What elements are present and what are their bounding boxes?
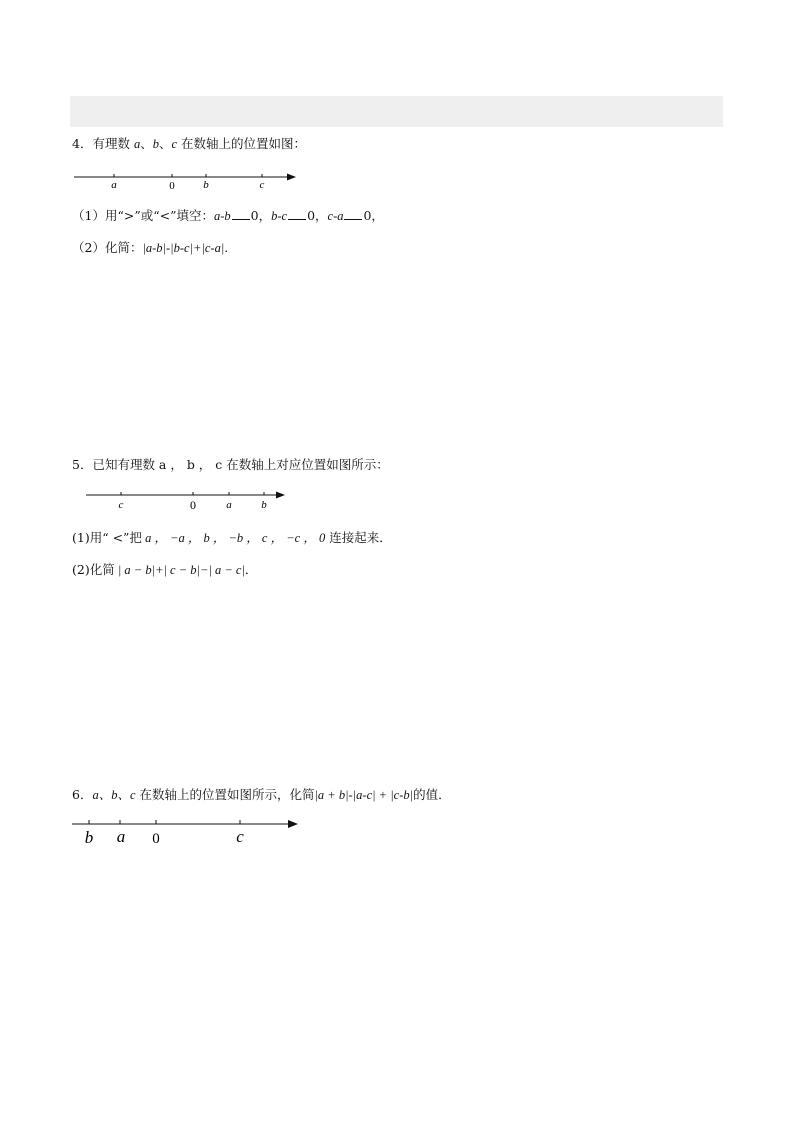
q5-part1-suffix: 连接起来． xyxy=(325,530,392,545)
q6-arrow-icon xyxy=(288,820,298,828)
q4-part2 xyxy=(72,240,228,256)
q4-sep2: 、 xyxy=(158,136,172,151)
q6-number-line xyxy=(68,815,304,849)
q6-label-a: a xyxy=(116,827,126,846)
q5-label-c: c xyxy=(118,499,124,511)
q4-part1-expr3: c-a xyxy=(327,209,344,223)
q4-part1-zero1: 0， xyxy=(250,208,272,223)
q4-arrow-icon xyxy=(287,174,296,181)
q6-stem-mid: 在数轴上的位置如图所示，化简 xyxy=(135,787,315,802)
q6-expression: |a + b|-|a-c| + |c-b| xyxy=(314,788,414,802)
q5-part2-end: ． xyxy=(244,562,258,577)
q4-part1 xyxy=(72,208,384,224)
q4-var-b: b xyxy=(152,137,159,151)
q4-label-a: a xyxy=(111,179,117,191)
q5-part1-terms: a ， −a ， b ， −b ， c ， −c ， 0 xyxy=(141,531,326,545)
q5-part2-expression: | a − b|+| c − b|−| a − c| xyxy=(114,563,245,577)
q5-arrow-icon xyxy=(276,492,285,499)
q6-label-0: 0 xyxy=(152,831,160,847)
q4-number-line xyxy=(70,168,302,194)
q4-part2-end: . xyxy=(224,240,229,255)
q4-number: 4． xyxy=(72,136,93,151)
q4-blank-2[interactable] xyxy=(288,208,306,220)
q4-part1-zero2: 0， xyxy=(307,208,328,223)
q4-part1-expr2: b-c xyxy=(271,209,288,223)
q4-stem-text-b: 在数轴上的位置如图： xyxy=(181,136,307,151)
header-band xyxy=(70,96,723,127)
q4-part1-zero3: 0， xyxy=(363,208,384,223)
q4-part1-prefix: （1）用“>”或“<”填空： xyxy=(72,208,214,223)
q5-label-b: b xyxy=(261,499,267,511)
q5-number-line xyxy=(82,486,292,514)
q4-stem xyxy=(72,136,306,152)
q4-label-c: c xyxy=(259,179,265,191)
q5-part2 xyxy=(72,562,257,578)
q4-label-b: b xyxy=(203,179,209,191)
q5-stem: 5．已知有理数 a ， b ， c 在数轴上对应位置如图所示： xyxy=(72,457,389,472)
q6-stem-end: 的值． xyxy=(413,787,451,802)
q4-part1-expr1: a-b xyxy=(213,209,231,223)
q5-part2-prefix: (2)化简 xyxy=(72,562,115,577)
q6-number: 6． xyxy=(72,787,93,802)
q4-label-0: 0 xyxy=(169,180,175,192)
q4-part2-expression: |a-b|-|b-c|+|c-a| xyxy=(142,241,225,255)
q4-var-a: a xyxy=(133,137,141,151)
q6-label-c: c xyxy=(236,827,244,846)
q4-stem-text-a: 有理数 xyxy=(92,136,130,151)
q6-label-b: b xyxy=(84,828,94,847)
q4-blank-3[interactable] xyxy=(344,208,362,220)
q5-label-0: 0 xyxy=(190,498,196,512)
q5-part1 xyxy=(72,530,392,546)
q6-stem xyxy=(72,787,451,803)
q5-label-a: a xyxy=(226,499,232,511)
q4-var-c: c xyxy=(171,137,178,151)
q5-part1-prefix: (1)用“ <”把 xyxy=(72,530,142,545)
q4-sep1: 、 xyxy=(140,136,153,151)
q4-blank-1[interactable] xyxy=(232,208,250,220)
q4-part2-prefix: （2）化简： xyxy=(72,240,143,255)
q6-vars: a、b、c xyxy=(92,788,136,802)
